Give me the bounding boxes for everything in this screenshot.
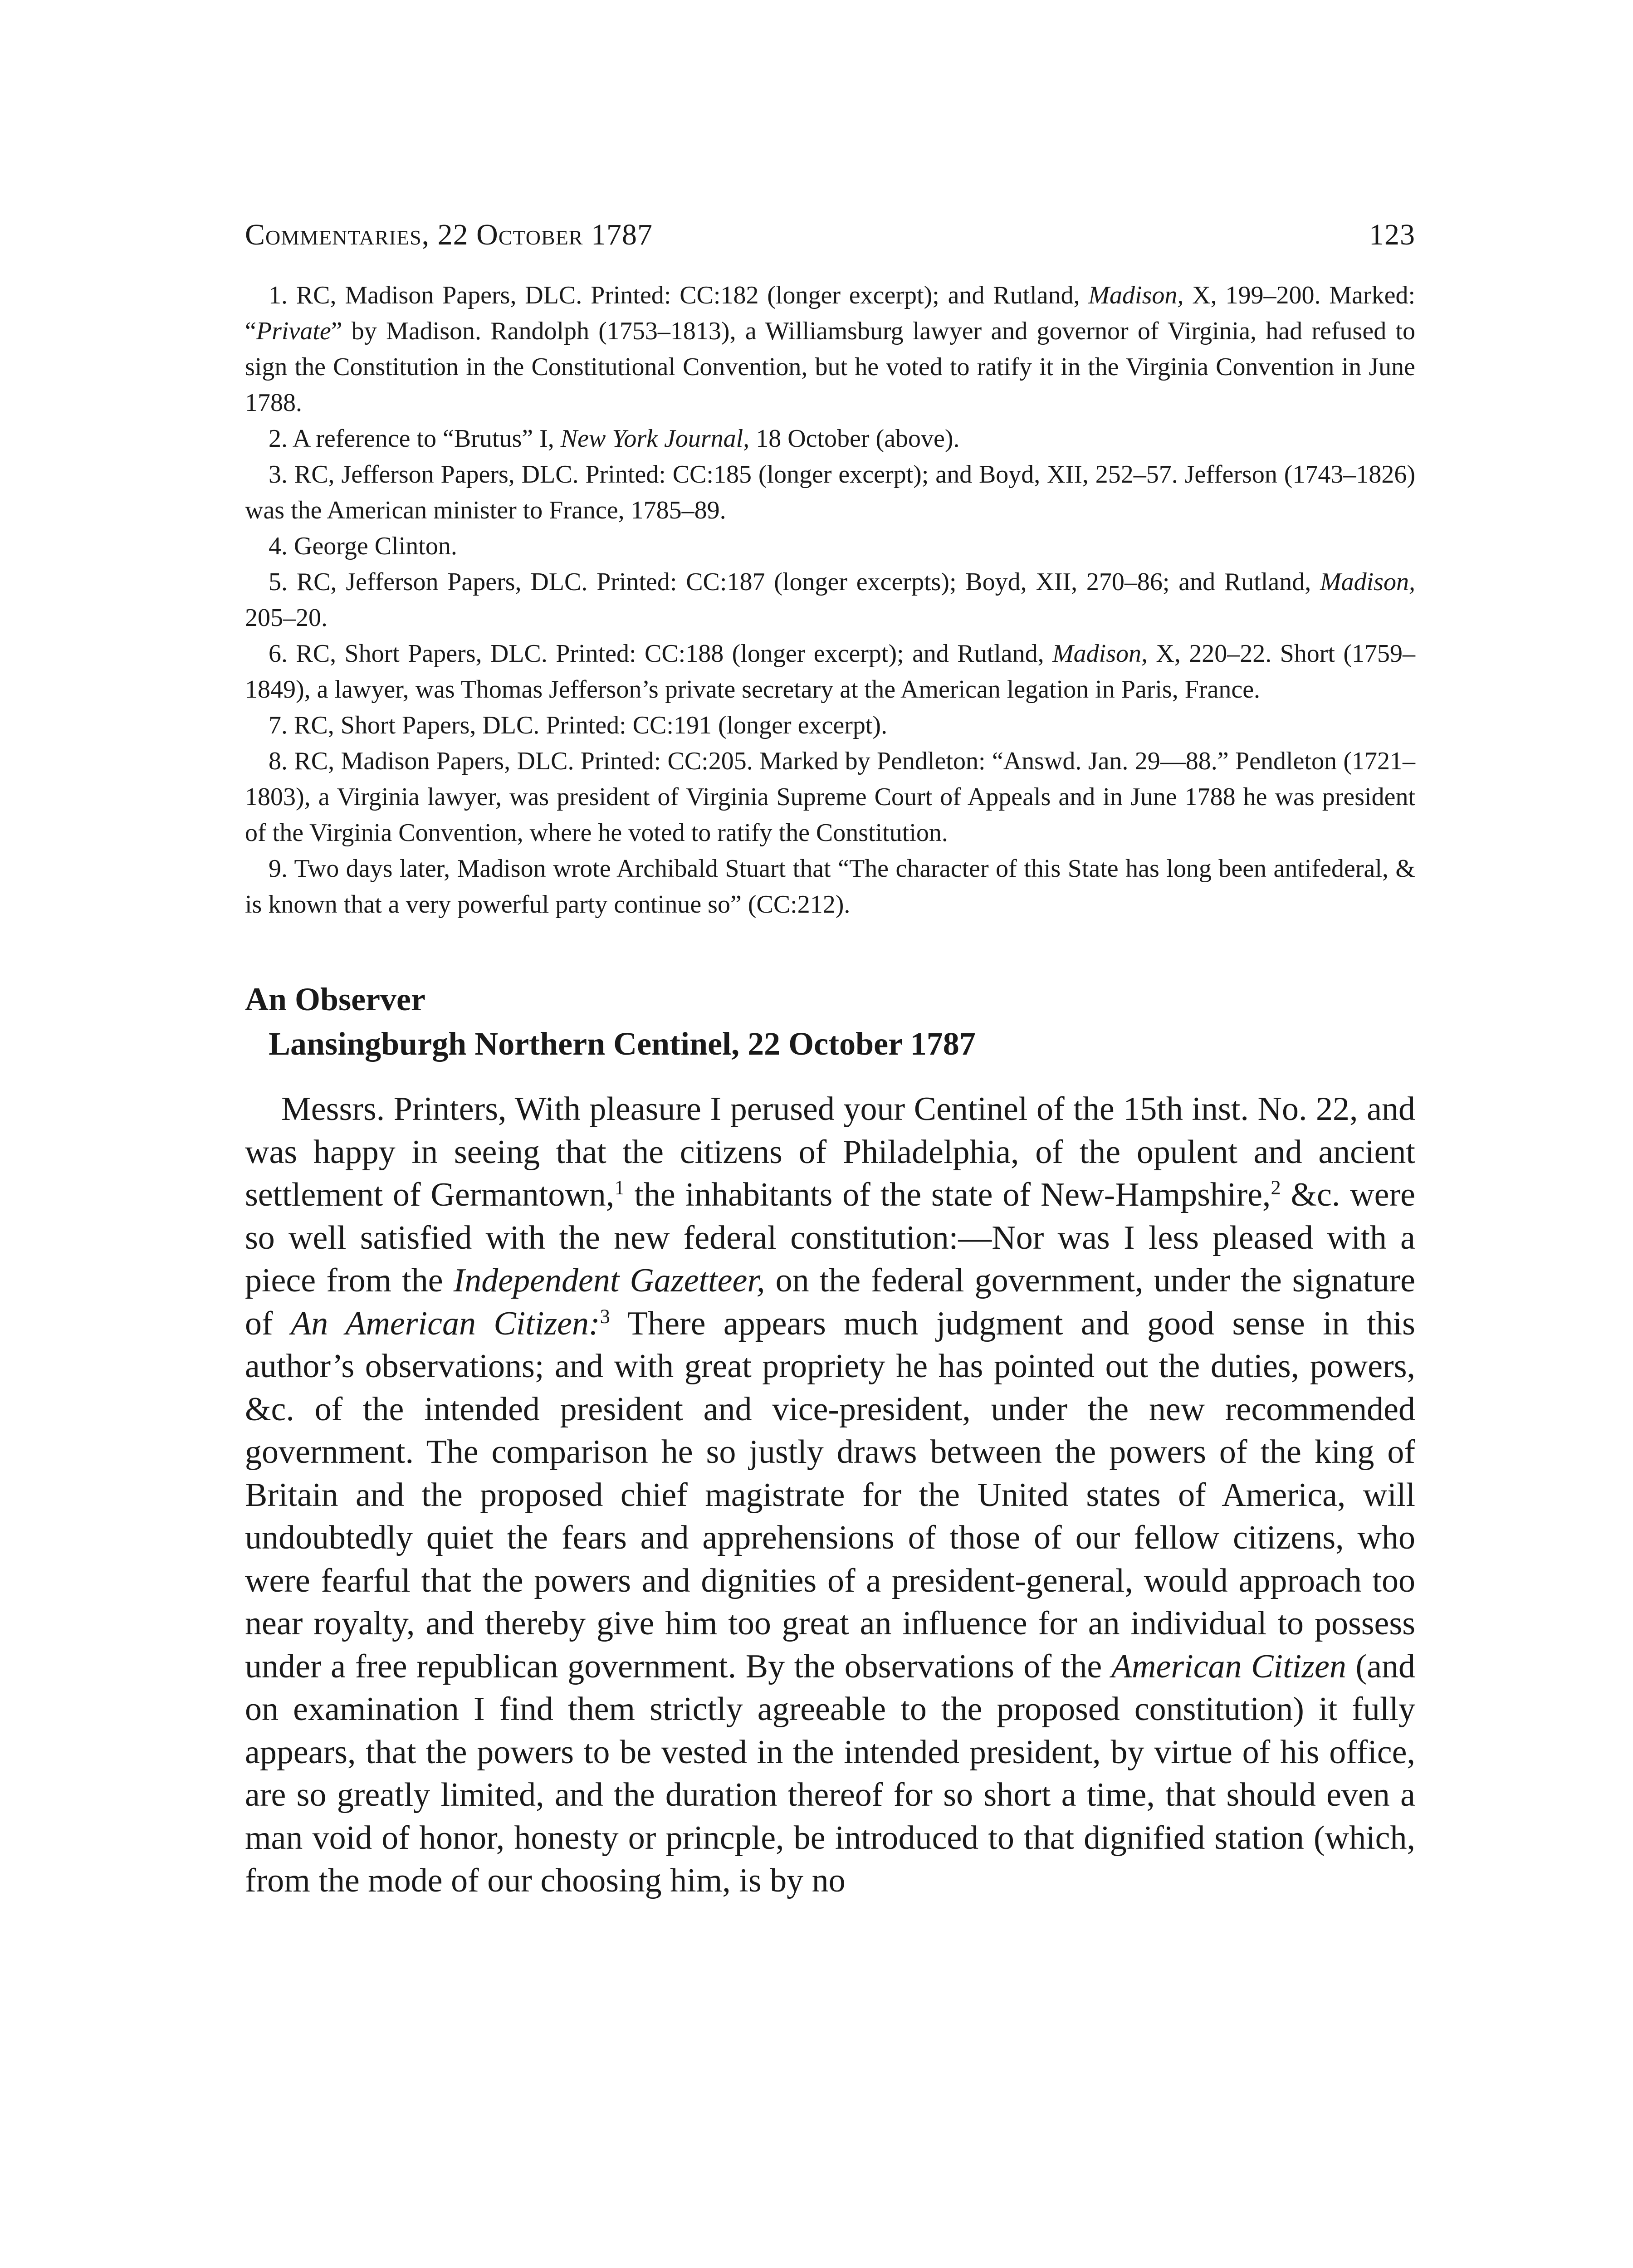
footnote: 4. George Clinton. xyxy=(269,532,457,560)
italic-text: Madison, xyxy=(1320,568,1415,596)
italic-text: Madison, xyxy=(1052,640,1148,668)
heading-author: An Observer xyxy=(245,981,425,1017)
italic-text: Independent Gazetteer, xyxy=(453,1262,765,1299)
document-page xyxy=(245,218,1415,2232)
footnote-marker: 1 xyxy=(614,1176,625,1199)
footnote-marker: 2 xyxy=(1271,1176,1281,1199)
footnote: 5. RC, Jefferson Papers, DLC. Printed: CC:187 (longer excerpts); Boyd, XII, 270–86; and Rutland, Madison, 205–20. xyxy=(245,568,1415,632)
footnote: 6. RC, Short Papers, DLC. Printed: CC:188 (longer excerpt); and Rutland, Madison, X, 220–22. Short (1759–1849), a lawyer, was Thomas Jefferson’s private secretary at the American legation in Paris, France. xyxy=(245,640,1415,704)
italic-text: An American Citizen: xyxy=(291,1305,600,1342)
footnote: 2. A reference to “Brutus” I, New York Journal, 18 October (above). xyxy=(269,425,960,453)
page-number: 123 xyxy=(1369,218,1415,251)
footnotes-section xyxy=(245,278,1415,923)
italic-text: Madison, xyxy=(1088,281,1184,309)
italic-text: Private xyxy=(256,317,331,345)
footnote: 9. Two days later, Madison wrote Archibald Stuart that “The character of this State has long been antifederal, & is known that a very powerful party continue so” (CC:212). xyxy=(245,855,1415,919)
running-head xyxy=(245,218,1415,252)
body-paragraph: Messrs. Printers, With pleasure I perused your Centinel of the 15th inst. No. 22, and was happy in seeing that the citizens of Philadelphia, of the opulent and ancient settlement of Germantown,$^1$ the inhabitants of the state of New-Hampshire,$^2$ &c. were so well satisfied with the new federal constitution:—Nor was I less pleased with a piece from the Independent Gazetteer, on the federal government, under the signature of An American Citizen:$^3$ There appears much judgment and good sense in this author’s observations; and with great propriety he has pointed out the duties, powers, &c. of the intended president and vice-president, under the new recommended government. The comparison he so justly draws between the powers of the king of Britain and the proposed chief magistrate for the United states of America, will undoubtedly quiet the fears and apprehensions of those of our fellow citizens, who were fearful that the powers and dignities of a president-general, would approach too near royalty, and thereby give him too great an influence for an individual to possess under a free republican government. By the observations of the American Citizen (and on examination I find them strictly agreeable to the proposed constitution) it fully appears, that the powers to be vested in the intended president, by virtue of his office, are so greatly limited, and the duration thereof for so short a time, that should even a man void of honor, honesty or princple, be introduced to that dignified station (which, from the mode of our choosing him, is by no xyxy=(245,1090,1416,1899)
footnote: 1. RC, Madison Papers, DLC. Printed: CC:182 (longer excerpt); and Rutland, Madison, X, 199–200. Marked: “Private” by Madison. Randolph (1753–1813), a Williamsburg lawyer and governor of Virginia, had refused to sign the Constitution in the Constitutional Convention, but he voted to ratify it in the Virginia Convention in June 1788. xyxy=(245,281,1415,417)
footnote: 3. RC, Jefferson Papers, DLC. Printed: CC:185 (longer excerpt); and Boyd, XII, 252–57. Jefferson (1743–1826) was the American minister to France, 1785–89. xyxy=(245,460,1415,524)
italic-text: American Citizen xyxy=(1111,1647,1346,1685)
running-head-title: Commentaries, 22 October 1787 xyxy=(245,218,653,251)
document-heading xyxy=(245,977,1415,1066)
italic-text: New York Journal, xyxy=(560,425,750,453)
footnote: 7. RC, Short Papers, DLC. Printed: CC:191 (longer excerpt). xyxy=(269,711,888,739)
footnote: 8. RC, Madison Papers, DLC. Printed: CC:205. Marked by Pendleton: “Answd. Jan. 29—88.” Pendleton (1721–1803), a Virginia lawyer, was president of Virginia Supreme Court of Appeals and in June 1788 he was president of the Virginia Convention, where he voted to ratify the Constitution. xyxy=(245,747,1415,847)
footnote-marker: 3 xyxy=(600,1304,610,1327)
heading-source: Lansingburgh Northern Centinel, 22 October 1787 xyxy=(269,1026,976,1062)
